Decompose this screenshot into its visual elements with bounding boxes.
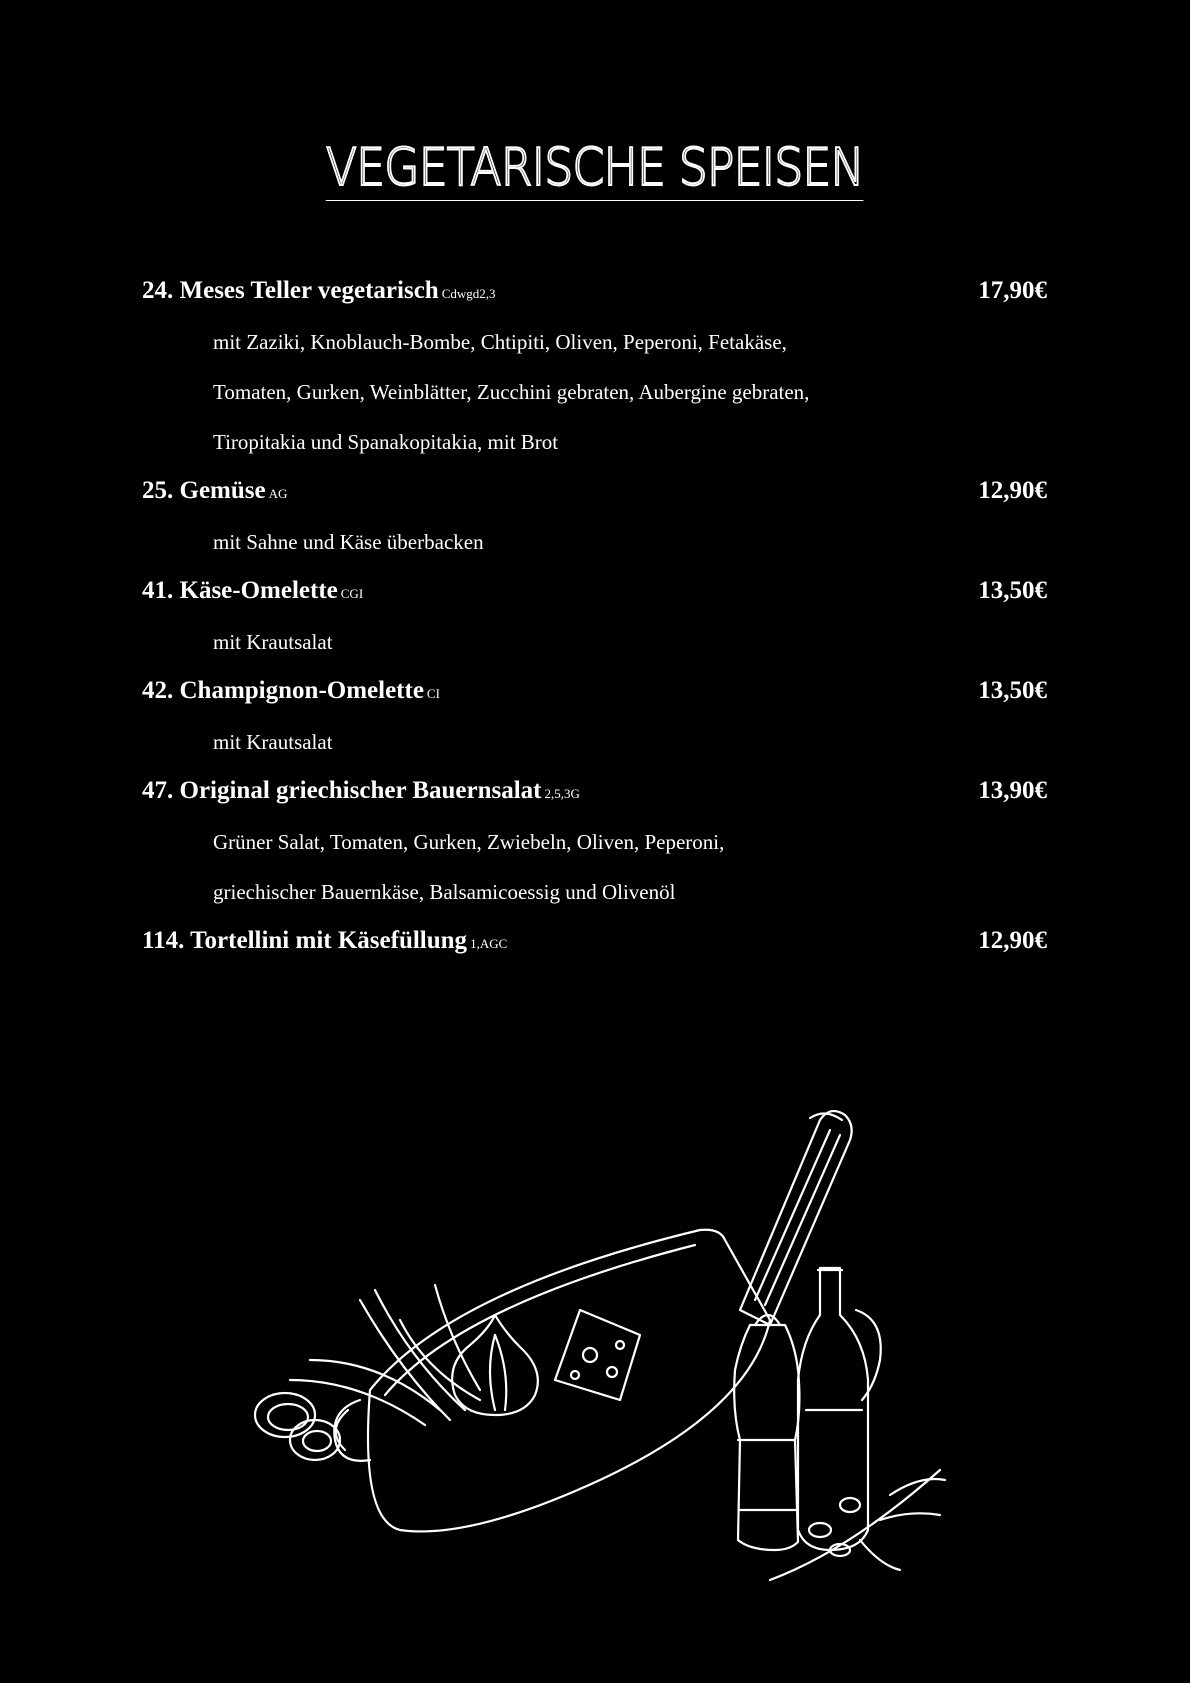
page-title: VEGETARISCHE SPEISEN [326,138,864,201]
wok-handle-icon [740,1111,852,1325]
oil-bottle-icon [798,1268,881,1550]
cheese-icon [555,1310,640,1400]
item-description: griechischer Bauernkäse, Balsamicoessig und Olivenöl [213,880,676,904]
allergen-codes: AG [268,486,288,501]
item-name: 24. Meses Teller vegetarisch Cdwgd2,3 [142,277,496,304]
menu-item-41 [142,568,1047,618]
item-description: mit Krautsalat [213,730,333,754]
item-price: 17,90€ [978,277,1047,304]
allergen-codes: 2,5,3G [544,786,580,801]
menu-item-24 [142,268,1047,318]
item-price: 12,90€ [978,927,1047,954]
menu-item-42 [142,668,1047,718]
item-description: mit Zaziki, Knoblauch-Bombe, Chtipiti, Oliven, Peperoni, Fetakäse, [213,330,787,354]
allergen-codes: 1,AGC [470,936,508,951]
item-description: Tiropitakia und Spanakopitakia, mit Brot [213,430,559,454]
item-price: 13,90€ [978,777,1047,804]
item-description: mit Krautsalat [213,630,333,654]
item-name: 41. Käse-Omelette CGI [142,577,364,604]
allergen-codes: CGI [340,586,364,601]
allergen-codes: CI [426,686,440,701]
wok-icon [334,1230,770,1532]
item-price: 13,50€ [978,577,1047,604]
item-price: 13,50€ [978,677,1047,704]
menu-item-47 [142,768,1047,818]
item-description: Grüner Salat, Tomaten, Gurken, Zwiebeln, Oliven, Peperoni, [213,830,725,854]
cooking-illustration [250,1110,960,1590]
item-name: 25. Gemüse AG [142,477,288,504]
item-price: 12,90€ [978,477,1047,504]
pepper-mill-icon [734,1315,799,1550]
allergen-codes: Cdwgd2,3 [441,286,496,301]
item-name: 42. Champignon-Omelette CI [142,677,440,704]
menu-item-25 [142,468,1047,518]
item-description: mit Sahne und Käse überbacken [213,530,484,554]
onion-rings-icon [255,1393,340,1460]
page-title-wrap [0,138,1190,201]
item-name: 47. Original griechischer Bauernsalat 2,5,3G [142,777,580,804]
menu-item-114 [142,918,1047,968]
menu-list [142,268,1047,968]
green-beans-icon [290,1285,480,1425]
item-description: Tomaten, Gurken, Weinblätter, Zucchini gebraten, Aubergine gebraten, [213,380,810,404]
item-name: 114. Tortellini mit Käsefüllung 1,AGC [142,927,508,954]
